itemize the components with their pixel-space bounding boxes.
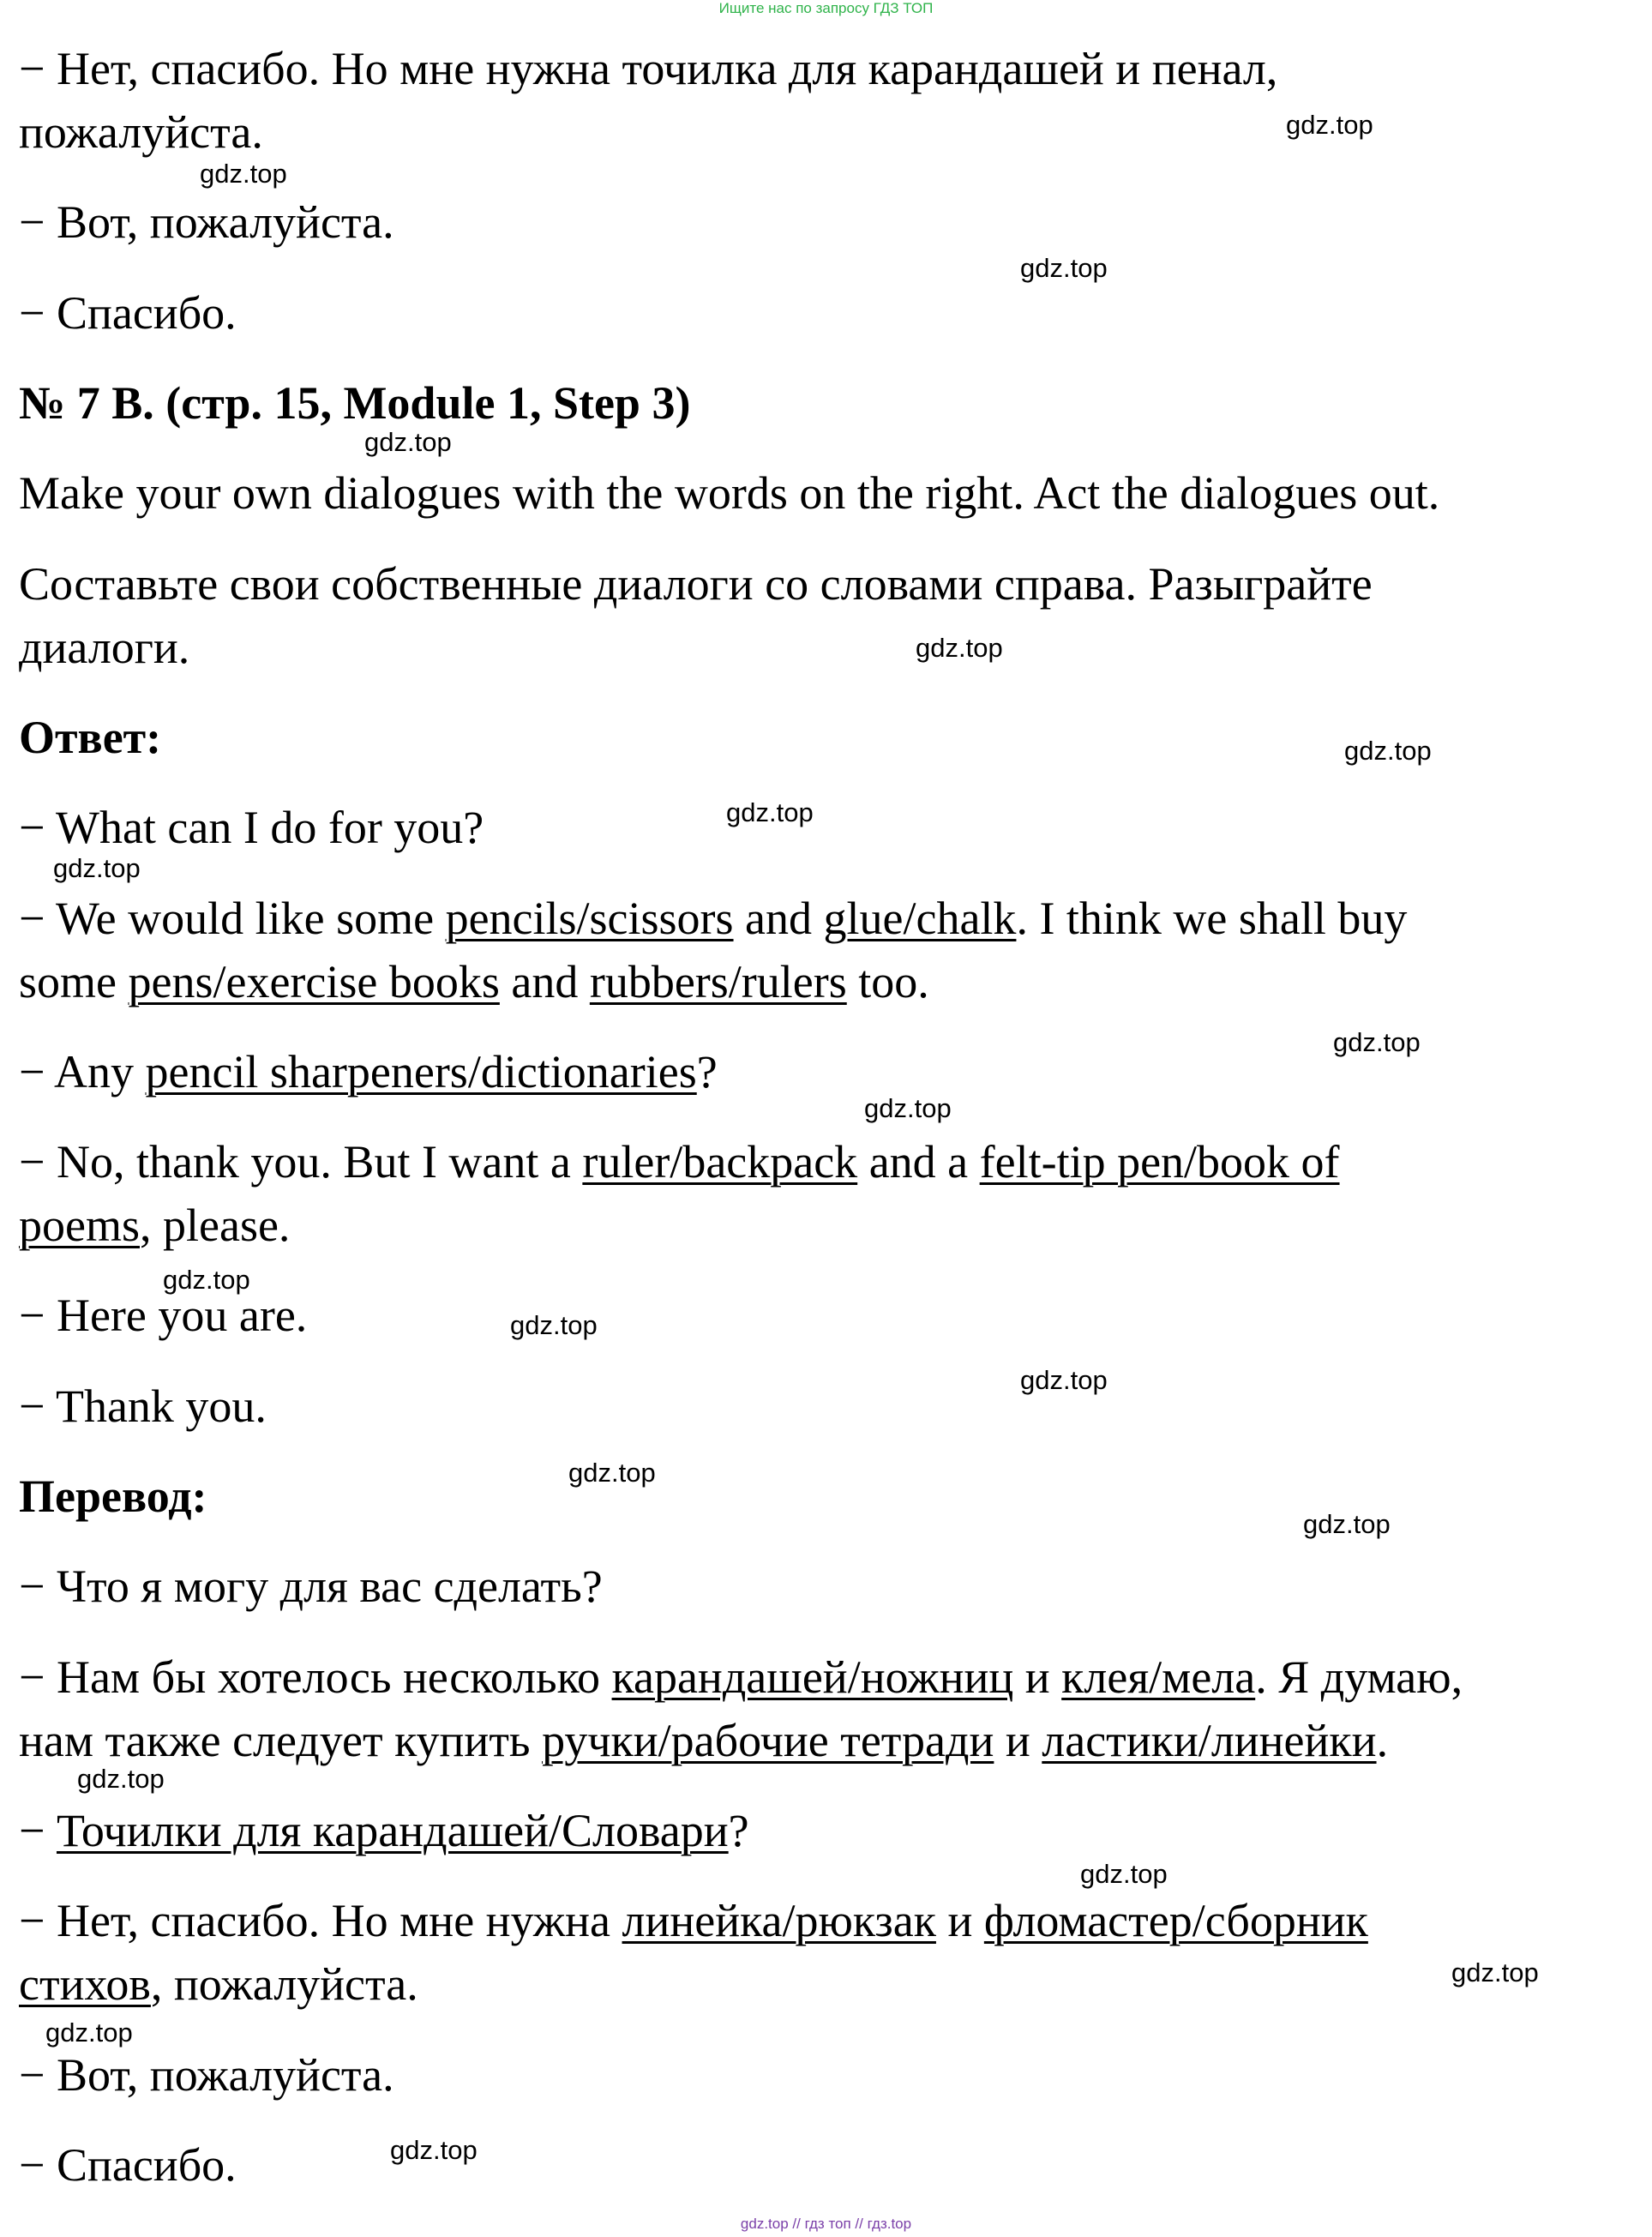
underlined-choice: стихов: [19, 1958, 151, 2010]
watermark: gdz.top: [200, 159, 287, 189]
dialogue-line: poems, please.: [19, 1200, 291, 1251]
watermark: gdz.top: [916, 633, 1003, 663]
underlined-choice: карандашей/ножниц: [611, 1651, 1014, 1703]
dialogue-line: − We would like some pencils/scissors and glue/chalk. I think we shall buy: [19, 893, 1408, 944]
translation-line: − Точилки для карандашей/Словари?: [19, 1805, 749, 1856]
translation-line: − Что я могу для вас сделать?: [19, 1560, 603, 1612]
translation-line: стихов, пожалуйста.: [19, 1958, 418, 2010]
translation-line: − Спасибо.: [19, 2139, 237, 2191]
watermark: gdz.top: [53, 853, 141, 883]
underlined-choice: ручки/рабочие тетради: [542, 1715, 994, 1766]
task-russian: диалоги.: [19, 622, 190, 673]
text-line: − Вот, пожалуйста.: [19, 196, 394, 248]
underlined-choice: фломастер/сборник: [983, 1895, 1368, 1946]
watermark: gdz.top: [568, 1458, 656, 1488]
watermark: gdz.top: [45, 2018, 133, 2048]
translation-line: нам также следует купить ручки/рабочие тетради и ластики/линейки.: [19, 1715, 1389, 1766]
watermark: gdz.top: [510, 1310, 598, 1340]
watermark: gdz.top: [1020, 1365, 1108, 1395]
translation-heading: Перевод:: [19, 1470, 207, 1522]
dialogue-line: − Thank you.: [19, 1380, 267, 1432]
watermark: gdz.top: [1344, 736, 1432, 766]
text-line: пожалуйста.: [19, 106, 263, 158]
watermark: gdz.top: [1080, 1859, 1168, 1889]
underlined-choice: линейка/рюкзак: [622, 1895, 936, 1946]
watermark: gdz.top: [364, 427, 452, 457]
dialogue-line: − What can I do for you?: [19, 802, 484, 853]
watermark: gdz.top: [1303, 1509, 1391, 1539]
watermark: gdz.top: [1020, 253, 1108, 283]
underlined-choice: ruler/backpack: [582, 1136, 858, 1188]
watermark: gdz.top: [1451, 1957, 1539, 1987]
top-banner[interactable]: Ищите нас по запросу ГДЗ ТОП: [718, 0, 934, 16]
dialogue-line: − Here you are.: [19, 1290, 308, 1341]
watermark: gdz.top: [77, 1764, 165, 1794]
watermark: gdz.top: [1333, 1027, 1421, 1057]
translation-line: − Нам бы хотелось несколько карандашей/ножниц и клея/мела. Я думаю,: [19, 1651, 1463, 1703]
task-russian: Составьте свои собственные диалоги со словами справа. Разыграйте: [19, 558, 1373, 610]
underlined-choice: pencils/scissors: [445, 893, 734, 944]
underlined-choice: pens/exercise books: [128, 956, 500, 1007]
text-line: − Нет, спасибо. Но мне нужна точилка для карандашей и пенал,: [19, 43, 1278, 94]
watermark: gdz.top: [726, 797, 814, 827]
answer-heading: Ответ:: [19, 712, 162, 763]
underlined-choice: rubbers/rulers: [589, 956, 847, 1007]
watermark: gdz.top: [1286, 110, 1373, 140]
dialogue-line: − No, thank you. But I want a ruler/backpack and a felt-tip pen/book of: [19, 1136, 1340, 1188]
exercise-heading: № 7 B. (стр. 15, Module 1, Step 3): [19, 377, 691, 429]
underlined-choice: ластики/линейки: [1042, 1715, 1377, 1766]
text-line: − Спасибо.: [19, 287, 237, 339]
underlined-choice: pencil sharpeners/dictionaries: [145, 1046, 697, 1097]
watermark: gdz.top: [864, 1093, 952, 1123]
task-english: Make your own dialogues with the words on the right. Act the dialogues out.: [19, 467, 1440, 519]
underlined-choice: poems: [19, 1200, 140, 1251]
watermark: gdz.top: [390, 2135, 478, 2165]
underlined-choice: felt-tip pen/book of: [979, 1136, 1340, 1188]
translation-line: − Нет, спасибо. Но мне нужна линейка/рюкзак и фломастер/сборник: [19, 1895, 1368, 1946]
translation-line: − Вот, пожалуйста.: [19, 2049, 394, 2101]
footer-links[interactable]: gdz.top // гдз топ // гдз.top: [740, 2216, 912, 2232]
watermark: gdz.top: [163, 1265, 250, 1295]
dialogue-line: some pens/exercise books and rubbers/rulers too.: [19, 956, 929, 1007]
underlined-choice: Точилки для карандашей/Словари: [56, 1805, 729, 1856]
underlined-choice: клея/мела: [1061, 1651, 1256, 1703]
dialogue-line: − Any pencil sharpeners/dictionaries?: [19, 1046, 718, 1097]
underlined-choice: glue/chalk: [823, 893, 1017, 944]
